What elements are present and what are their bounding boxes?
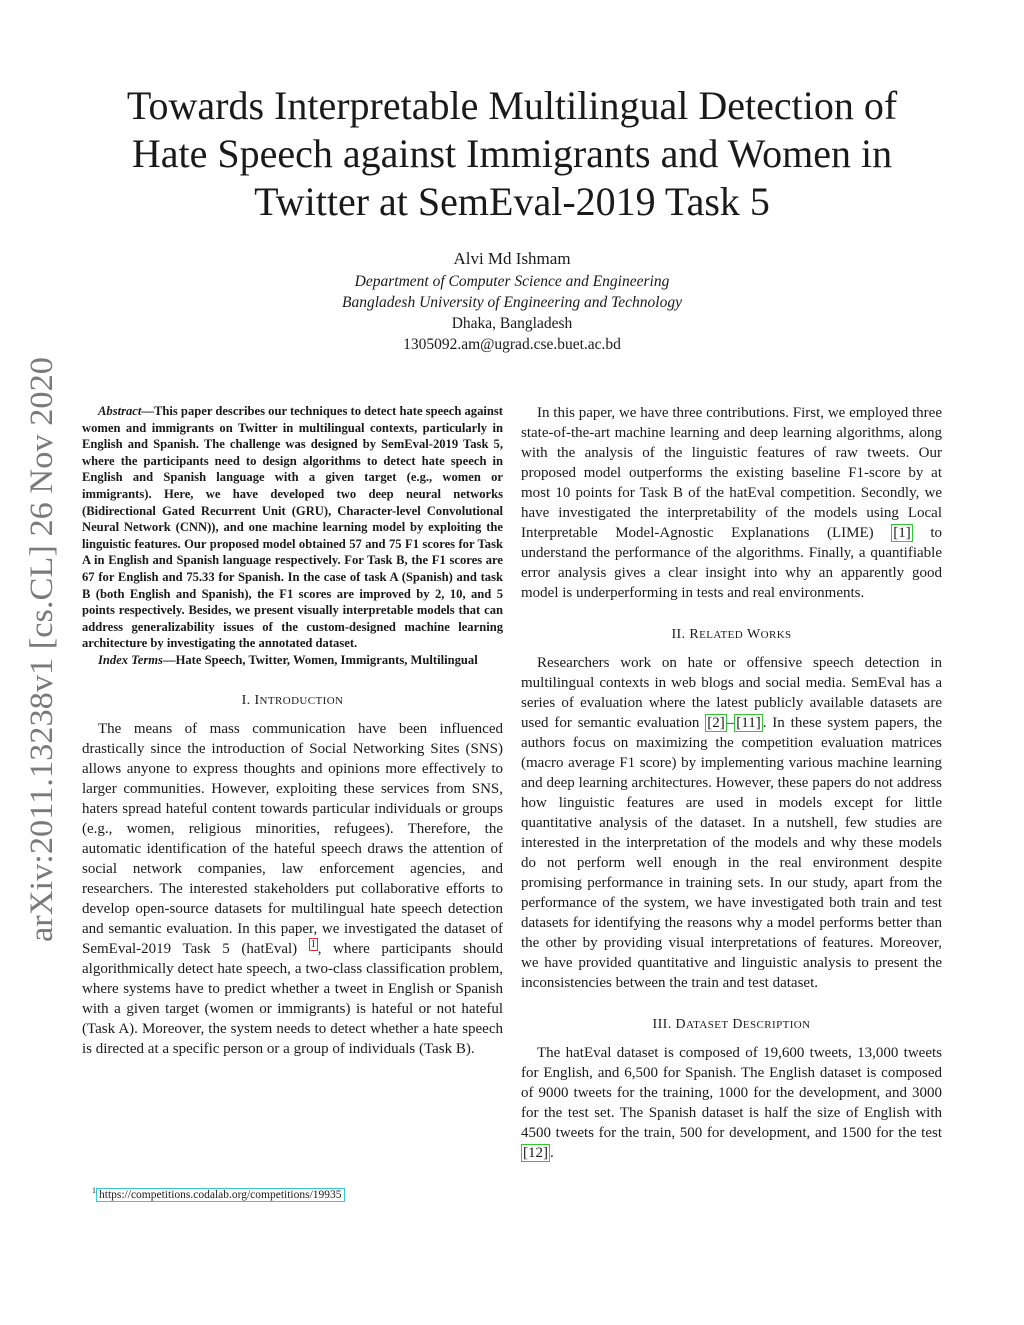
citation-link[interactable]: [11] <box>736 715 761 731</box>
abstract-label: Abstract <box>98 404 142 418</box>
footnote-link[interactable]: 1 <box>310 938 316 950</box>
left-column <box>82 403 503 1059</box>
right-column <box>521 403 942 1163</box>
footnote <box>92 1186 345 1201</box>
introduction-paragraph: The means of mass communication have been influenced drastically since the introduction of Social Networking Sites (SNS) allows anyone to express thoughts and opinions more effectively to larger communities. However, exploiting these services from SNS, haters spread hateful content towards particular individuals or groups (e.g., women, religious minorities, refugees). Therefore, the automatic identification of the hateful speech draws the attention of social network companies, law enforcement agencies, and researchers. The interested stakeholders put collaborative efforts to develop open-source datasets for multilingual hate speech detection and semantic evaluation. In this paper, we investigated the dataset of SemEval-2019 Task 5 (hatEval) $^1$ , where participants should algorithmically detect hate speech, a two-class classification problem, where systems have to predict whether a tweet in English or Spanish with a given target (women or immigrants) is hateful or not hateful (Task A). Moreover, the system needs to detect whether a hate speech is directed at a specific person or a group of individuals (Task B). <box>82 720 504 1057</box>
abstract-text: —This paper describes our techniques to detect hate speech against women and immigrants on Twitter in multilingual contexts, particularly in English and Spanish. The challenge was designed by SemEval-2019 Task 5, where the participants need to design algorithms to detect hate speech in English and Spanish language with a given target (e.g., women or immigrants). Here, we have developed two deep neural networks (Bidirectional Gated Recurrent Unit (GRU), Character-level Convolutional Neural Network (CNN)), and one machine learning model by exploiting the linguistic features. Our proposed model obtained 57 and 75 F1 scores for Task A in English and Spanish language respectively. For Task B, the F1 scores are 67 for English and 75.33 for Spanish. In the case of task A (Spanish) and task B (both English and Spanish), the F1 scores are improved by 2, 10, and 5 points respectively. Besides, we present visually interpretable models that can address generalizability issues of the custom-designed machine learning architecture by investigating the annotated dataset. <box>82 404 503 651</box>
contributions-paragraph: In this paper, we have three contributions. First, we employed three state-of-the-art machine learning and deep learning algorithms, along with the analysis of the linguistic features of raw tweets. Our proposed model outperforms the existing baseline F1-score by at most 10 points for Task B of the hatEval competition. Secondly, we have investigated the interpretability of the models using Local Interpretable Model-Agnostic Explanations (LIME) [1] to understand the performance of the algorithms. Finally, a quantifiable error analysis gives a clear insight into why an apparently good model is underperforming in tests and real environments. <box>521 405 943 601</box>
author-name: Alvi Md Ishmam <box>453 249 571 268</box>
arxiv-stamp <box>14 350 60 950</box>
author-block <box>200 248 824 355</box>
citation-link[interactable]: [1] <box>893 525 911 541</box>
arxiv-stamp-text: arXiv:2011.13238v1 [cs.CL] 26 Nov 2020 <box>24 380 60 942</box>
citation-link[interactable]: [12] <box>523 1145 548 1161</box>
index-terms-label: Index Terms <box>98 652 163 667</box>
citation-link[interactable]: [2] <box>707 715 725 731</box>
author-location: Dhaka, Bangladesh <box>451 315 573 332</box>
title-line-3: Twitter at SemEval-2019 Task 5 <box>254 179 770 224</box>
paper-title <box>70 82 954 226</box>
abstract <box>82 403 503 652</box>
dataset-paragraph: The hatEval dataset is composed of 19,600 tweets, 13,000 tweets for English, and 6,500 for Spanish. The English dataset is composed of 9000 tweets for the training, 1000 for the development, and 3000 for the test set. The Spanish dataset is half the size of English with 4500 tweets for the train, 500 for development, and 1500 for the test [12] . <box>521 1045 942 1161</box>
footnote-number: 1 <box>92 1186 96 1195</box>
author-department: Department of Computer Science and Engineering <box>354 273 670 290</box>
author-university: Bangladesh University of Engineering and Technology <box>342 294 682 311</box>
index-terms <box>82 652 503 669</box>
title-line-2: Hate Speech against Immigrants and Women in <box>131 131 893 176</box>
title-line-1: Towards Interpretable Multilingual Detection of <box>126 83 898 128</box>
section-heading-dataset-description: III. DATASET DESCRIPTION <box>652 1017 811 1032</box>
section-heading-introduction: I. INTRODUCTION <box>241 692 344 708</box>
related-works-paragraph: Researchers work on hate or offensive speech detection in multilingual contexts in web blogs and social media. SemEval has a series of evaluation where the latest publicly available datasets are used for semantic evaluation [2] – [11] . In these system papers, the authors focus on maximizing the competition evaluation matrices (macro average F1 score) by implementing various machine learning and deep learning architectures. However, these papers do not address how linguistic features are used in models except for little quantitative analysis of the dataset. In a nutshell, few studies are interested in the interpretation of the models and why these models do not perform well enough in the real environment despite promising performance in training sets. In our study, apart from the performance of the system, we have investigated both train and test datasets for identifying the reasons why a model performs better than the other by providing visual interpretations of features. Moreover, we have provided quantitative and linguistic analysis to present the inconsistencies between the train and test dataset. <box>521 655 942 991</box>
section-heading-related-works: II. RELATED WORKS <box>671 627 792 642</box>
footnote-url-link[interactable]: https://competitions.codalab.org/competitions/19935 <box>96 1188 345 1202</box>
index-terms-text: —Hate Speech, Twitter, Women, Immigrants, Multilingual <box>162 652 478 667</box>
author-email: 1305092.am@ugrad.cse.buet.ac.bd <box>403 336 621 353</box>
